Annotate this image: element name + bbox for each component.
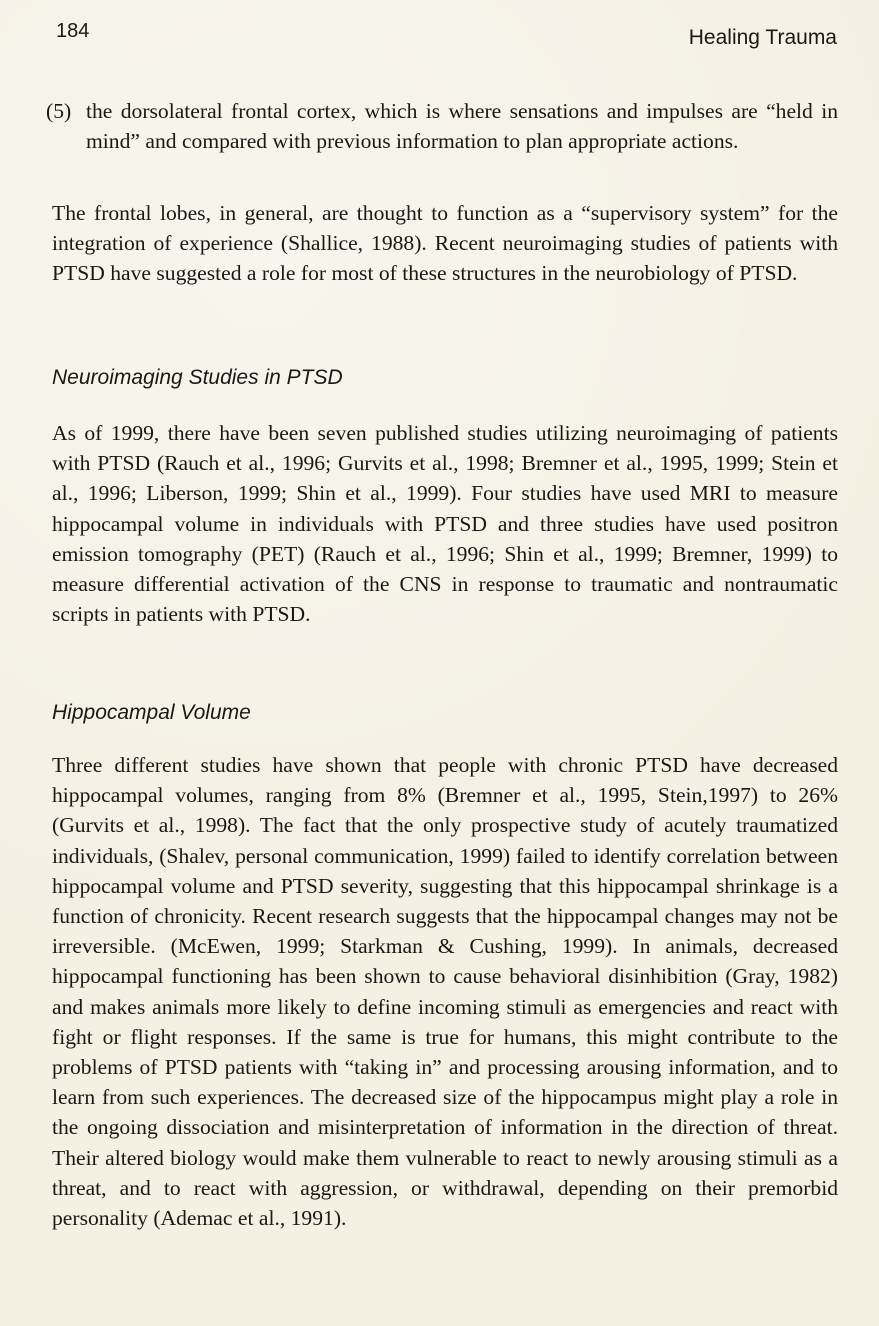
paragraph-text: Three different studies have shown that people with chronic PTSD have decreased hippocampal volumes, ranging from 8% (Bremner et al., 1995, Stein,1997) to 26% (Gurvits et al., 1998). The fact that the only prospective study of acutely traumatized individuals, (Shalev, personal communication, 1999) failed to identify correlation between hippocampal volume and PTSD severity, suggesting that this hippocampal shrinkage is a function of chronicity. Recent research suggests that the hippocampal changes may not be irreversible. (McEwen, 1999; Starkman & Cushing, 1999). In animals, decreased hippocampal functioning has been shown to cause behavioral disinhibition (Gray, 1982) and makes animals more likely to define incoming stimuli as emergencies and react with fight or flight responses. If the same is true for humans, this might contribute to the problems of PTSD patients with “taking in” and processing arousing information, and to learn from such experiences. The decreased size of the hippocampus might play a role in the ongoing dissociation and misinterpretation of information in the direction of threat. Their altered biology would make them vulnerable to react to newly arousing stimuli as a threat, and to react with aggression, or withdrawal, depending on their premorbid personality (Ademac et al., 1991). (52, 753, 838, 1231)
paragraph-text: As of 1999, there have been seven published studies utilizing neuroimaging of patients with PTSD (Rauch et al., 1996; Gurvits et al., 1998; Bremner et al., 1995, 1999; Stein et al., 1996; Liberson, 1999; Shin et al., 1999). Four studies have used MRI to measure hippocampal volume in individuals with PTSD and three studies have used positron emission tomography (PET) (Rauch et al., 1996; Shin et al., 1999; Bremner, 1999) to measure differential activation of the CNS in response to traumatic and nontraumatic scripts in patients with PTSD. (52, 421, 838, 627)
list-item-number: (5) (46, 99, 72, 123)
paragraph-hippocampal (52, 750, 838, 1233)
list-item (46, 96, 838, 156)
paragraph-text: The frontal lobes, in general, are thought to function as a “supervisory system” for the integration of experience (Shallice, 1988). Recent neuroimaging studies of patients with PTSD have suggested a role for most of these structures in the neurobiology of PTSD. (52, 201, 838, 286)
page-number: 184 (56, 20, 90, 42)
section-heading-hippocampal: Hippocampal Volume (52, 701, 251, 724)
section-heading-neuroimaging: Neuroimaging Studies in PTSD (52, 366, 343, 389)
paragraph-frontal-lobes (52, 198, 838, 289)
page-header (52, 18, 837, 48)
running-head: Healing Trauma (688, 26, 837, 49)
paragraph-neuroimaging (52, 418, 838, 629)
list-item-text: the dorsolateral frontal cortex, which is where sensations and impulses are “held in mind” and compared with previous information to plan appropriate actions. (86, 99, 838, 154)
